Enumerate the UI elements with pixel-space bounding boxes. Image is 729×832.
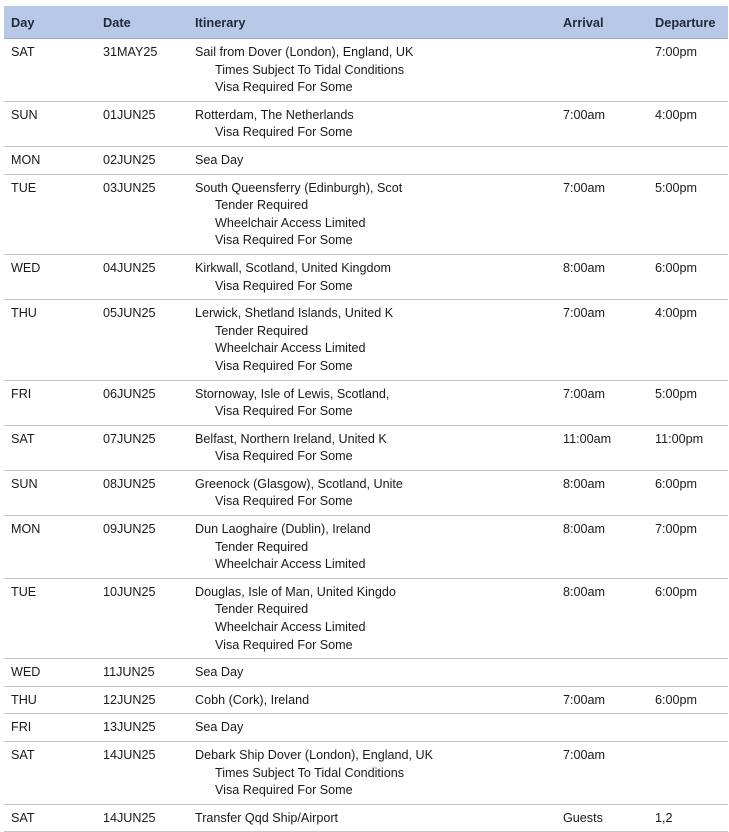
port-note: Visa Required For Some [215, 783, 353, 798]
port-notes [195, 493, 556, 511]
day-cell: MON [4, 516, 96, 579]
itinerary-cell [188, 686, 556, 714]
port-name: Sea Day [195, 152, 244, 167]
day-cell: WED [4, 659, 96, 687]
table-row [4, 425, 728, 470]
port-notes [195, 539, 556, 574]
date-cell: 31MAY25 [96, 39, 188, 102]
itinerary-cell [188, 300, 556, 380]
port-note: Times Subject To Tidal Conditions [215, 765, 404, 780]
port-name: Dun Laoghaire (Dublin), Ireland [195, 522, 371, 537]
itinerary-cell [188, 174, 556, 254]
port-note: Visa Required For Some [215, 494, 353, 509]
table-row [4, 714, 728, 742]
itinerary-cell [188, 659, 556, 687]
table-row [4, 39, 728, 102]
table-row [4, 686, 728, 714]
port-name: Lerwick, Shetland Islands, United K [195, 306, 394, 321]
port-note: Tender Required [215, 602, 309, 617]
arrival-cell [556, 146, 648, 174]
port-name: Transfer Qqd Ship/Airport [195, 810, 339, 825]
port-name: South Queensferry (Edinburgh), Scot [195, 180, 403, 195]
arrival-cell: 7:00am [556, 300, 648, 380]
port-note: Wheelchair Access Limited [215, 341, 366, 356]
arrival-cell: 7:00am [556, 686, 648, 714]
port-name: Stornoway, Isle of Lewis, Scotland, [195, 386, 390, 401]
port-note: Visa Required For Some [215, 233, 353, 248]
day-cell: SAT [4, 804, 96, 832]
port-name: Debark Ship Dover (London), England, UK [195, 748, 434, 762]
departure-cell: 7:00pm [648, 516, 728, 579]
table-row [4, 516, 728, 579]
itinerary-cell [188, 714, 556, 742]
port-note: Visa Required For Some [215, 637, 353, 652]
itinerary-cell [188, 146, 556, 174]
arrival-cell [556, 39, 648, 102]
itinerary-cell [188, 804, 556, 832]
departure-cell: 6:00pm [648, 686, 728, 714]
table-row [4, 174, 728, 254]
departure-cell: 11:00pm [648, 425, 728, 470]
departure-cell [648, 659, 728, 687]
itinerary-table [4, 6, 728, 832]
port-note: Visa Required For Some [215, 125, 353, 140]
arrival-cell: 8:00am [556, 578, 648, 658]
port-note: Visa Required For Some [215, 404, 353, 419]
day-cell: TUE [4, 578, 96, 658]
port-note: Wheelchair Access Limited [215, 557, 366, 572]
port-note: Wheelchair Access Limited [215, 620, 366, 635]
arrival-cell [556, 714, 648, 742]
port-note: Times Subject To Tidal Conditions [215, 62, 404, 77]
departure-cell: 4:00pm [648, 300, 728, 380]
port-note: Tender Required [215, 198, 309, 213]
port-note: Tender Required [215, 323, 309, 338]
departure-cell: 4:00pm [648, 101, 728, 146]
port-note: Visa Required For Some [215, 80, 353, 95]
port-name: Belfast, Northern Ireland, United K [195, 431, 387, 446]
itinerary-cell [188, 742, 556, 805]
day-cell: WED [4, 254, 96, 299]
port-note: Tender Required [215, 539, 309, 554]
port-note: Visa Required For Some [215, 449, 353, 464]
arrival-cell: Guests [556, 804, 648, 832]
port-notes [195, 765, 556, 800]
date-cell: 06JUN25 [96, 380, 188, 425]
date-cell: 11JUN25 [96, 659, 188, 687]
header-departure: Departure [648, 6, 728, 39]
departure-cell: 7:00pm [648, 39, 728, 102]
day-cell: MON [4, 146, 96, 174]
day-cell: THU [4, 686, 96, 714]
table-row [4, 804, 728, 832]
date-cell: 04JUN25 [96, 254, 188, 299]
arrival-cell: 7:00am [556, 742, 648, 805]
port-notes [195, 601, 556, 654]
port-name: Sea Day [195, 720, 244, 735]
date-cell: 02JUN25 [96, 146, 188, 174]
arrival-cell: 7:00am [556, 101, 648, 146]
port-name: Cobh (Cork), Ireland [195, 692, 310, 707]
departure-cell [648, 742, 728, 805]
arrival-cell: 7:00am [556, 174, 648, 254]
day-cell: THU [4, 300, 96, 380]
departure-cell: 6:00pm [648, 470, 728, 515]
port-name: Greenock (Glasgow), Scotland, Unite [195, 476, 403, 491]
itinerary-cell [188, 39, 556, 102]
port-name: Rotterdam, The Netherlands [195, 107, 354, 122]
port-notes [195, 323, 556, 376]
table-row [4, 101, 728, 146]
day-cell: SUN [4, 470, 96, 515]
departure-cell: 6:00pm [648, 254, 728, 299]
port-notes [195, 197, 556, 250]
itinerary-cell [188, 516, 556, 579]
day-cell: SAT [4, 425, 96, 470]
day-cell: SUN [4, 101, 96, 146]
table-row [4, 470, 728, 515]
arrival-cell: 7:00am [556, 380, 648, 425]
port-notes [195, 124, 556, 142]
port-notes [195, 62, 556, 97]
header-day: Day [4, 6, 96, 39]
departure-cell: 6:00pm [648, 578, 728, 658]
date-cell: 05JUN25 [96, 300, 188, 380]
arrival-cell: 8:00am [556, 254, 648, 299]
departure-cell [648, 714, 728, 742]
header-arrival: Arrival [556, 6, 648, 39]
port-name: Douglas, Isle of Man, United Kingdo [195, 584, 396, 599]
day-cell: FRI [4, 714, 96, 742]
day-cell: TUE [4, 174, 96, 254]
day-cell: FRI [4, 380, 96, 425]
day-cell: SAT [4, 39, 96, 102]
port-notes [195, 403, 556, 421]
arrival-cell: 8:00am [556, 516, 648, 579]
port-note: Visa Required For Some [215, 278, 353, 293]
date-cell: 10JUN25 [96, 578, 188, 658]
port-notes [195, 278, 556, 296]
table-row [4, 659, 728, 687]
itinerary-cell [188, 470, 556, 515]
port-name: Sail from Dover (London), England, UK [195, 45, 414, 59]
arrival-cell [556, 659, 648, 687]
table-header [4, 6, 728, 39]
departure-cell: 5:00pm [648, 174, 728, 254]
itinerary-cell [188, 425, 556, 470]
port-note: Wheelchair Access Limited [215, 215, 366, 230]
departure-cell [648, 146, 728, 174]
date-cell: 14JUN25 [96, 742, 188, 805]
arrival-cell: 11:00am [556, 425, 648, 470]
departure-cell: 1,2 [648, 804, 728, 832]
table-row [4, 254, 728, 299]
date-cell: 07JUN25 [96, 425, 188, 470]
table-body [4, 39, 728, 832]
table-row [4, 146, 728, 174]
table-row [4, 380, 728, 425]
date-cell: 13JUN25 [96, 714, 188, 742]
arrival-cell: 8:00am [556, 470, 648, 515]
day-cell: SAT [4, 742, 96, 805]
port-note: Visa Required For Some [215, 358, 353, 373]
date-cell: 01JUN25 [96, 101, 188, 146]
itinerary-cell [188, 254, 556, 299]
port-name: Sea Day [195, 665, 244, 680]
itinerary-cell [188, 578, 556, 658]
header-date: Date [96, 6, 188, 39]
table-row [4, 742, 728, 805]
departure-cell: 5:00pm [648, 380, 728, 425]
itinerary-cell [188, 380, 556, 425]
date-cell: 12JUN25 [96, 686, 188, 714]
header-itinerary: Itinerary [188, 6, 556, 39]
header-row [4, 6, 728, 39]
table-row [4, 578, 728, 658]
itinerary-cell [188, 101, 556, 146]
date-cell: 03JUN25 [96, 174, 188, 254]
date-cell: 14JUN25 [96, 804, 188, 832]
table-row [4, 300, 728, 380]
date-cell: 08JUN25 [96, 470, 188, 515]
port-notes [195, 448, 556, 466]
date-cell: 09JUN25 [96, 516, 188, 579]
port-name: Kirkwall, Scotland, United Kingdom [195, 260, 391, 275]
